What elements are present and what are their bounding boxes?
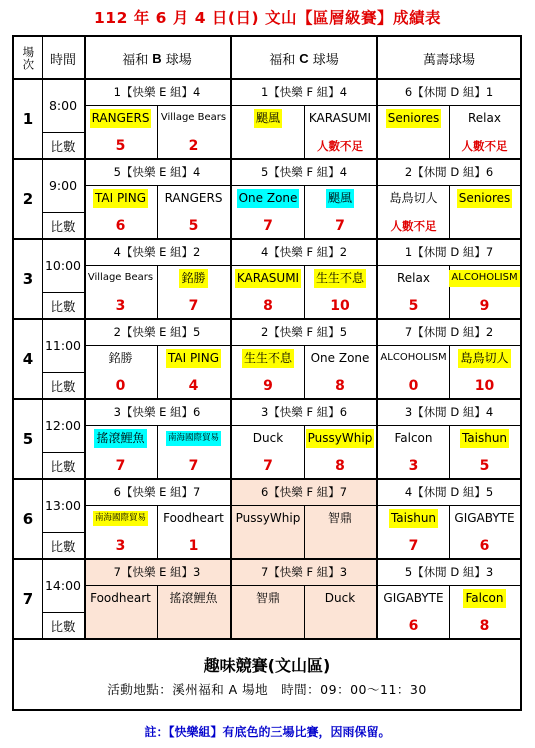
- round-number: 7: [22, 590, 34, 608]
- game-time: 11:00: [44, 338, 82, 353]
- team-score: 3: [115, 537, 126, 554]
- group-label: 1【快樂 E 組】4: [113, 85, 201, 99]
- team-name: Foodheart: [163, 511, 224, 525]
- team-away: [157, 105, 230, 132]
- score-note: [304, 612, 376, 639]
- team-score: 9: [263, 377, 273, 394]
- team-score: 7: [408, 537, 419, 554]
- group-label: 3【休閒 D 組】4: [404, 405, 494, 419]
- team-away: [157, 345, 230, 372]
- venue-c-letter: C: [299, 50, 309, 66]
- team-name: Taishun: [389, 509, 438, 528]
- team-score: 9: [479, 297, 490, 314]
- team-away: [449, 265, 520, 292]
- team-score: 1: [188, 537, 199, 554]
- team-name: 智鼎: [255, 591, 280, 605]
- score-note: 人數不足: [390, 218, 437, 233]
- team-home: [232, 345, 304, 372]
- team-name: 南海國際貿易: [93, 511, 148, 526]
- group-label: 5【快樂 E 組】4: [113, 165, 201, 179]
- team-away: [304, 265, 376, 292]
- team-name: 搖滾鯉魚: [169, 591, 218, 605]
- header-round: [14, 37, 42, 79]
- score-label: 比數: [50, 138, 76, 154]
- group-label: 3【快樂 E 組】6: [113, 405, 201, 419]
- team-name: GIGABYTE: [454, 511, 515, 525]
- team-score: 2: [188, 137, 199, 154]
- team-away: [304, 345, 376, 372]
- group-label: 5【快樂 F 組】4: [260, 165, 348, 179]
- group-label: 2【快樂 F 組】5: [260, 325, 348, 339]
- group-label: 7【休閒 D 組】2: [404, 325, 494, 339]
- team-name: Falcon: [394, 431, 433, 445]
- group-label: 7【快樂 F 組】3: [260, 565, 348, 579]
- team-home: [232, 585, 304, 612]
- team-name: 颶風: [254, 109, 282, 128]
- team-away: [304, 585, 376, 612]
- group-label: 6【休閒 D 組】1: [404, 85, 494, 99]
- team-name: Relax: [468, 111, 501, 125]
- round-number: 2: [22, 190, 34, 208]
- score-label: 比數: [50, 618, 76, 634]
- team-score: 4: [188, 377, 199, 394]
- team-score: 0: [408, 377, 419, 394]
- team-away: [449, 105, 520, 132]
- header-round-label: 場次: [21, 45, 36, 71]
- team-name: ALCOHOLISM: [449, 270, 519, 287]
- team-name: 智鼎: [327, 511, 352, 525]
- score-label: 比數: [50, 458, 76, 474]
- team-score: 3: [115, 297, 126, 314]
- team-name: RANGERS: [164, 191, 223, 205]
- score-note: [157, 612, 230, 639]
- team-home: [84, 185, 157, 212]
- team-score: 5: [188, 217, 199, 234]
- team-home: [378, 105, 449, 132]
- team-score: 6: [115, 217, 126, 234]
- team-name: KARASUMI: [308, 111, 372, 125]
- team-score: 7: [188, 297, 199, 314]
- score-note: [449, 212, 520, 239]
- team-name: 島鳥切人: [458, 349, 510, 368]
- score-note: [378, 132, 449, 159]
- score-note: 人數不足: [317, 138, 363, 153]
- game-time: 12:00: [44, 418, 82, 433]
- team-name: GIGABYTE: [383, 591, 444, 605]
- team-home: [232, 505, 304, 532]
- group-label: 2【休閒 D 組】6: [404, 165, 494, 179]
- header-venue-c: [232, 37, 376, 79]
- team-score: 7: [335, 217, 345, 234]
- group-label: 5【休閒 D 組】3: [404, 565, 494, 579]
- team-score: 10: [330, 297, 350, 314]
- team-home: [378, 265, 449, 292]
- team-score: 6: [408, 617, 419, 634]
- group-label: 2【快樂 E 組】5: [113, 325, 201, 339]
- team-score: 0: [115, 377, 126, 394]
- team-score: 7: [115, 457, 126, 474]
- team-name: TAI PING: [93, 189, 148, 208]
- team-name: PussyWhip: [235, 511, 301, 525]
- team-away: [157, 585, 230, 612]
- team-home: [84, 585, 157, 612]
- group-label: 4【快樂 F 組】2: [260, 245, 348, 259]
- team-away: [304, 505, 376, 532]
- group-label: 4【休閒 D 組】5: [404, 485, 494, 499]
- team-name: 生生不息: [314, 269, 366, 288]
- team-score: 8: [479, 617, 490, 634]
- score-note: [232, 532, 304, 559]
- team-name: 銘勝: [108, 351, 133, 365]
- group-label: 3【快樂 F 組】6: [260, 405, 348, 419]
- team-name: Village Bears: [87, 272, 154, 284]
- game-time: 10:00: [44, 258, 82, 273]
- team-name: 搖滾鯉魚: [94, 429, 146, 448]
- team-score: 7: [263, 217, 273, 234]
- game-time: 13:00: [44, 498, 82, 513]
- team-away: [449, 185, 520, 212]
- team-name: 銘勝: [179, 269, 207, 288]
- round-number: 5: [22, 430, 34, 448]
- team-score: 3: [408, 457, 419, 474]
- game-time: 8:00: [48, 98, 78, 113]
- round-number: 6: [22, 510, 34, 528]
- score-label: 比數: [50, 218, 76, 234]
- team-home: [84, 425, 157, 452]
- score-note: [84, 612, 157, 639]
- team-name: 島鳥切人: [389, 191, 438, 205]
- team-name: KARASUMI: [235, 269, 301, 288]
- venue-c-prefix: 福和: [269, 52, 296, 68]
- team-home: [232, 185, 304, 212]
- team-away: [157, 505, 230, 532]
- team-name: 颶風: [326, 189, 354, 208]
- team-score: 8: [335, 377, 345, 394]
- team-name: RANGERS: [90, 109, 152, 128]
- game-time: 9:00: [48, 178, 78, 193]
- team-away: [449, 585, 520, 612]
- team-away: [304, 425, 376, 452]
- group-label: 1【休閒 D 組】7: [404, 245, 494, 259]
- team-home: [84, 345, 157, 372]
- footer-title: 趣味競賽(文山區): [203, 656, 331, 675]
- team-name: Taishun: [460, 429, 509, 448]
- team-home: [378, 345, 449, 372]
- team-home: [378, 185, 449, 212]
- team-name: One Zone: [310, 351, 370, 365]
- bottom-note: 註：【快樂組】有底色的三場比賽，因雨保留。: [144, 725, 391, 739]
- team-name: Duck: [324, 591, 356, 605]
- team-score: 8: [335, 457, 345, 474]
- header-venue-b: [84, 37, 230, 79]
- team-score: 5: [115, 137, 126, 154]
- team-home: [378, 585, 449, 612]
- team-score: 5: [408, 297, 419, 314]
- team-home: [232, 265, 304, 292]
- team-away: [304, 105, 376, 132]
- page-title: 112 年 6 月 4 日(日) 文山【區層級賽】成績表: [94, 9, 441, 27]
- team-name: 生生不息: [242, 349, 294, 368]
- round-number: 4: [22, 350, 34, 368]
- team-away: [157, 185, 230, 212]
- header-venue-wanshou: 萬壽球場: [422, 52, 475, 68]
- score-label: 比數: [50, 378, 76, 394]
- team-name: Foodheart: [90, 591, 151, 605]
- team-away: [304, 185, 376, 212]
- team-name: Falcon: [463, 589, 505, 608]
- group-label: 7【快樂 E 組】3: [113, 565, 201, 579]
- team-name: 南海國際貿易: [166, 431, 221, 446]
- team-score: 8: [263, 297, 273, 314]
- team-away: [449, 425, 520, 452]
- venue-b-suffix: 球場: [165, 52, 192, 68]
- group-label: 1【快樂 F 組】4: [260, 85, 348, 99]
- header-time: 時間: [49, 52, 76, 68]
- team-score: 6: [479, 537, 490, 554]
- team-name: Relax: [397, 271, 430, 285]
- team-name: Seniores: [386, 109, 442, 128]
- team-score: 5: [479, 457, 490, 474]
- score-note: 人數不足: [461, 138, 508, 153]
- team-score: 7: [188, 457, 199, 474]
- venue-b-prefix: 福和: [122, 52, 149, 68]
- venue-c-suffix: 球場: [312, 52, 339, 68]
- team-name: One Zone: [237, 189, 300, 208]
- team-home: [232, 105, 304, 132]
- score-label: 比數: [50, 538, 76, 554]
- team-home: [232, 425, 304, 452]
- team-name: Duck: [252, 431, 284, 445]
- team-home: [84, 505, 157, 532]
- team-away: [449, 505, 520, 532]
- team-home: [84, 265, 157, 292]
- group-label: 6【快樂 F 組】7: [260, 485, 348, 499]
- team-home: [378, 425, 449, 452]
- team-home: [84, 105, 157, 132]
- game-time: 14:00: [44, 578, 82, 593]
- team-name: ALCOHOLISM: [380, 352, 447, 364]
- team-away: [157, 425, 230, 452]
- score-note: [232, 132, 304, 159]
- venue-b-letter: B: [152, 50, 162, 66]
- team-away: [449, 345, 520, 372]
- team-score: 10: [474, 377, 495, 394]
- team-name: PussyWhip: [306, 429, 375, 448]
- team-name: TAI PING: [166, 349, 221, 368]
- team-name: Village Bears: [160, 112, 227, 124]
- score-note: [232, 612, 304, 639]
- group-label: 6【快樂 E 組】7: [113, 485, 201, 499]
- round-number: 1: [22, 110, 34, 128]
- team-score: 7: [263, 457, 273, 474]
- score-label: 比數: [50, 298, 76, 314]
- team-name: Seniores: [457, 189, 513, 208]
- results-table: [12, 35, 522, 711]
- score-note: [304, 532, 376, 559]
- team-home: [378, 505, 449, 532]
- round-number: 3: [22, 270, 34, 288]
- team-away: [157, 265, 230, 292]
- group-label: 4【快樂 E 組】2: [113, 245, 201, 259]
- footer-info: 活動地點：溪州福和 A 場地 時間：09：00～11：30: [107, 682, 427, 697]
